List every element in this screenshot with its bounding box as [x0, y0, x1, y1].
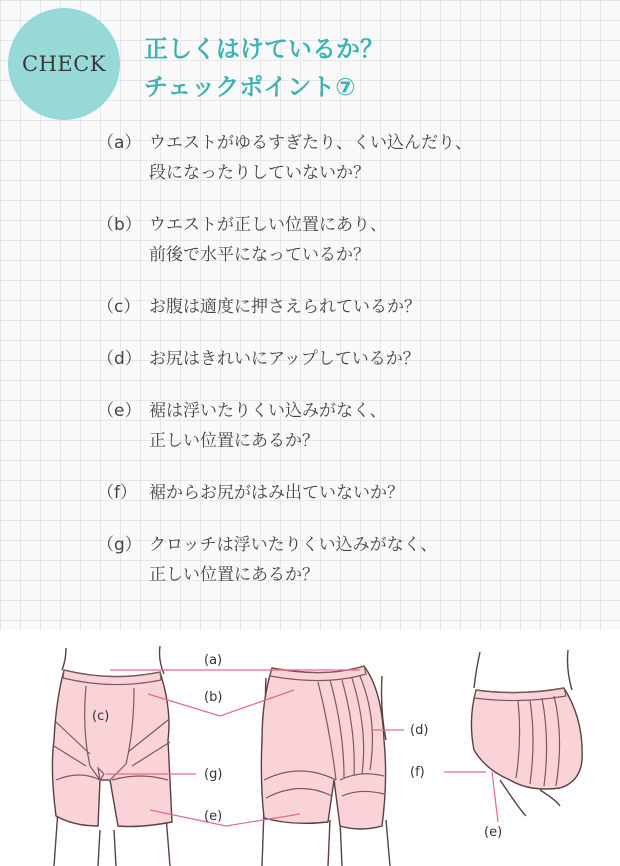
check-item-b: [97, 210, 597, 270]
label-c: (c): [92, 709, 110, 724]
check-key: （c）: [97, 297, 141, 317]
title-line-2: チェックポイント⑦: [144, 73, 356, 101]
side-figure: [471, 650, 582, 816]
check-text: 正しい位置にあるか？: [149, 431, 319, 451]
check-text: 裾は浮いたりくい込みがなく、: [149, 401, 387, 421]
leader-e-side: [492, 772, 498, 822]
check-text: 前後で水平になっているか？: [149, 245, 370, 265]
check-text: 段になったりしていないか？: [149, 163, 370, 183]
check-text: ウエストがゆるすぎたり、くい込んだり、: [149, 133, 472, 153]
label-b: (b): [204, 690, 223, 705]
check-key: （g）: [97, 535, 142, 555]
label-a: (a): [204, 653, 223, 668]
check-key: （b）: [97, 215, 142, 235]
check-key: （e）: [97, 401, 142, 421]
check-text: ウエストが正しい位置にあり、: [149, 215, 387, 235]
check-key: （d）: [97, 349, 142, 369]
label-d: (d): [410, 723, 429, 738]
check-item-g: [97, 530, 597, 590]
front-figure: [52, 646, 172, 866]
check-item-e: [97, 396, 597, 456]
check-key: （a）: [97, 133, 142, 153]
check-item-a: [97, 128, 597, 188]
check-key: （f）: [97, 483, 137, 503]
check-text: 正しい位置にあるか？: [149, 565, 319, 585]
label-f: (f): [410, 765, 425, 780]
check-text: クロッチは浮いたりくい込みがなく、: [149, 535, 438, 555]
back-figure: [261, 666, 390, 866]
check-item-c: [97, 292, 597, 322]
label-e-front: (e): [204, 809, 223, 824]
check-text: 裾からお尻がはみ出ていないか？: [149, 483, 404, 503]
girdle-illustration: [0, 630, 620, 866]
back-garment: [261, 666, 385, 829]
page-title: [144, 30, 384, 106]
label-e-side: (e): [484, 825, 503, 840]
check-text: お尻はきれいにアップしているか？: [149, 349, 420, 369]
side-body-line: [474, 650, 572, 690]
front-garment: [52, 670, 172, 827]
check-text: お腹は適度に押さえられているか？: [149, 297, 421, 317]
check-item-d: [97, 344, 597, 374]
checklist: [97, 128, 597, 612]
check-item-f: [97, 478, 597, 508]
title-line-1: 正しくはけているか？: [144, 35, 384, 63]
check-badge: CHECK: [8, 8, 120, 120]
label-g: (g): [204, 767, 223, 782]
side-garment: [471, 688, 582, 789]
